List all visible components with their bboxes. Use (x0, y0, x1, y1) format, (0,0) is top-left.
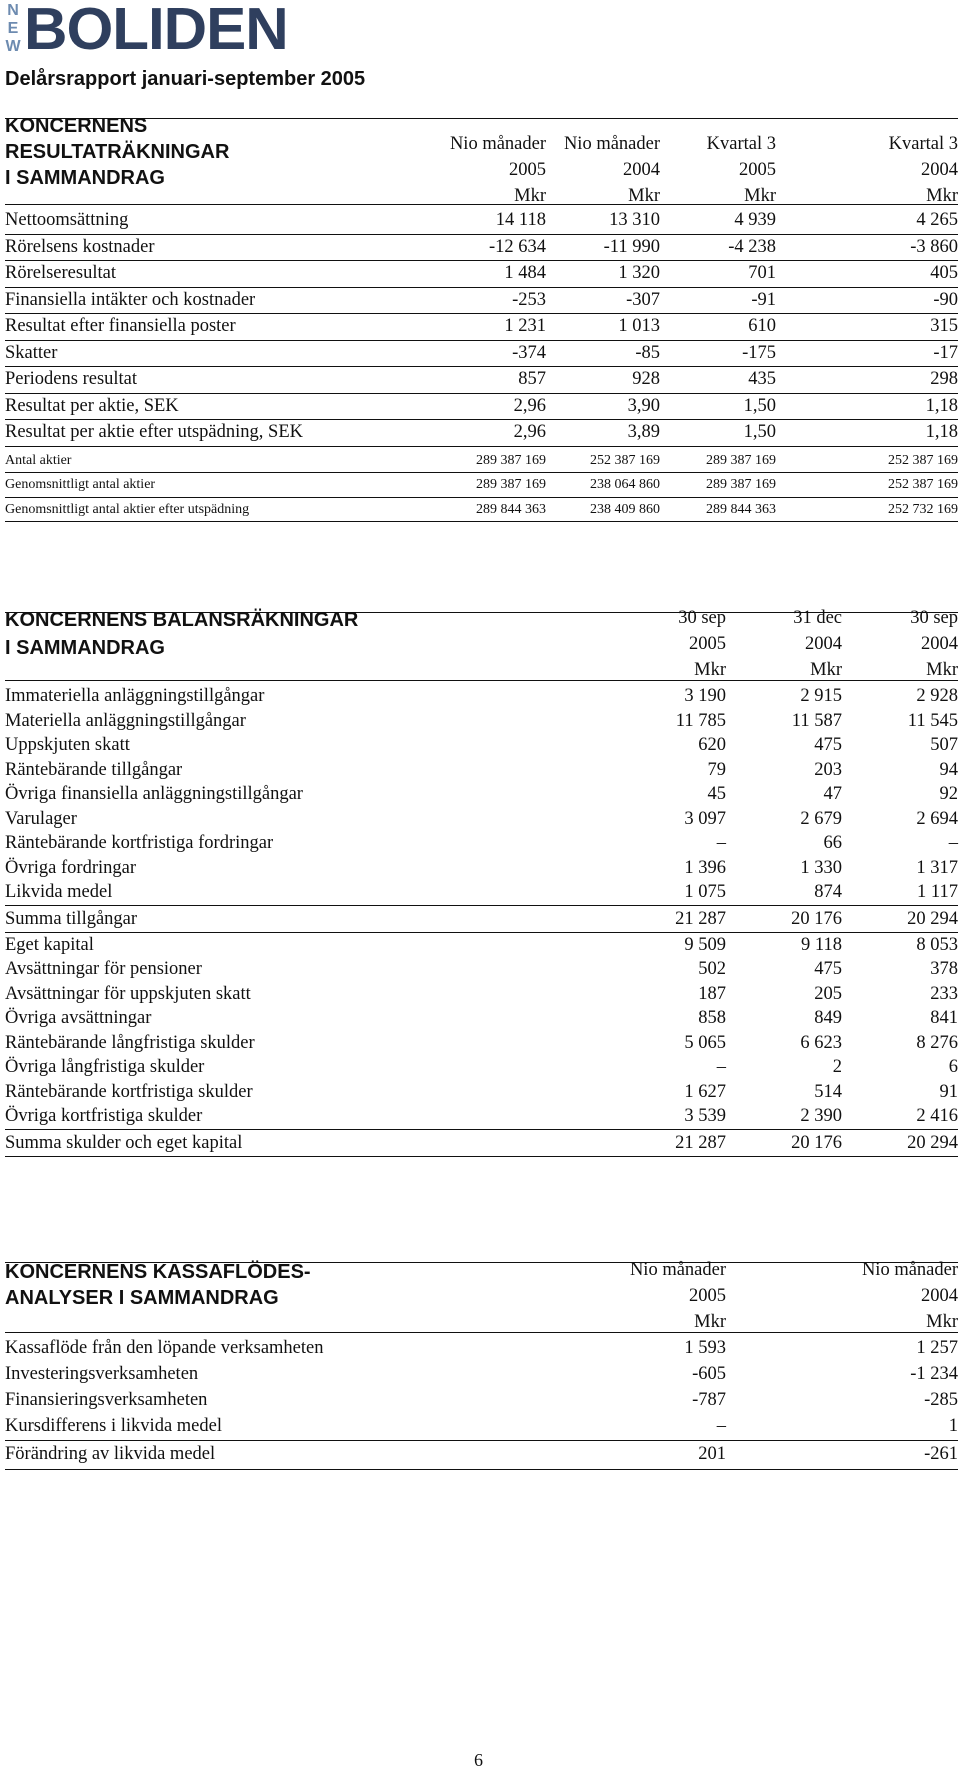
column-header: Nio månader (563, 134, 660, 154)
column-header: Mkr (514, 186, 546, 206)
row-value: 1 117 (917, 882, 958, 902)
row-value: -91 (751, 289, 776, 310)
row-label: Immateriella anläggningstillgångar (5, 686, 265, 706)
row-label: Resultat efter finansiella poster (5, 316, 236, 336)
row-label: Skatter (5, 342, 58, 363)
row-value: 47 (823, 784, 842, 804)
row-value: 315 (930, 316, 958, 336)
row-value: 66 (823, 833, 842, 853)
row-value: 11 587 (791, 710, 842, 731)
row-label: Övriga finansiella anläggningstillgångar (5, 784, 303, 804)
row-value: -90 (933, 289, 958, 310)
row-value: – (948, 833, 958, 853)
row-value: 4 265 (916, 210, 958, 230)
column-header: Mkr (810, 660, 842, 680)
row-value: 238 064 860 (590, 477, 660, 492)
row-value: -12 634 (488, 236, 546, 257)
row-label: Antal aktier (5, 452, 72, 468)
column-header: 2004 (921, 634, 958, 654)
cash-flow-section (5, 1262, 958, 1512)
boliden-logo (4, 0, 288, 62)
row-value: 475 (814, 735, 842, 755)
column-header: Mkr (926, 660, 958, 680)
row-label: Investeringsverksamheten (5, 1364, 199, 1384)
row-value: 502 (698, 959, 726, 979)
row-label: Övriga kortfristiga skulder (5, 1106, 203, 1126)
row-value: 233 (930, 983, 958, 1004)
row-label: Resultat per aktie efter utspädning, SEK (5, 422, 303, 442)
row-value: 3 539 (684, 1106, 726, 1126)
row-label: Finansiella intäkter och kostnader (5, 289, 256, 310)
section-title-line: KONCERNENS KASSAFLÖDES- (5, 1261, 311, 1283)
row-label: Materiella anläggningstillgångar (5, 710, 246, 731)
table-rule (5, 118, 958, 119)
row-value: 6 623 (800, 1032, 842, 1053)
logo-new-letter: E (7, 20, 19, 37)
row-value: 9 509 (684, 934, 726, 955)
table-rule (5, 446, 958, 447)
logo-new-letter: N (7, 2, 19, 19)
row-value: – (716, 1416, 726, 1436)
row-value: 1 317 (916, 857, 958, 878)
row-value: 1 330 (800, 857, 842, 878)
table-rule (5, 1332, 958, 1333)
row-value: 849 (814, 1008, 842, 1028)
row-label: Finansieringsverksamheten (5, 1390, 208, 1410)
row-value: 11 785 (675, 710, 726, 731)
row-value: 2 915 (800, 686, 842, 706)
column-header: 2005 (739, 160, 776, 180)
row-value: 2 679 (800, 808, 842, 829)
row-label: Räntebärande tillgångar (5, 759, 183, 780)
row-value: 858 (698, 1008, 726, 1028)
section-title-line: KONCERNENS BALANSRÄKNINGAR (5, 609, 359, 631)
row-value: 20 176 (791, 1132, 842, 1153)
row-value: 3 190 (684, 686, 726, 706)
table-rule (5, 521, 958, 522)
row-label: Eget kapital (5, 934, 94, 955)
row-value: 378 (930, 959, 958, 979)
row-value: 1 013 (618, 316, 660, 336)
row-value: 8 053 (916, 934, 958, 955)
row-value: -605 (692, 1364, 726, 1384)
page-number: 6 (474, 1750, 483, 1770)
row-value: -175 (742, 342, 776, 363)
row-label: Summa tillgångar (5, 908, 138, 929)
column-header: Mkr (628, 186, 660, 206)
row-value: 205 (814, 983, 842, 1004)
balance-sheet-section (5, 608, 958, 1257)
table-rule (5, 1129, 958, 1130)
section-title-line: I SAMMANDRAG (5, 637, 165, 659)
row-value: 8 276 (916, 1032, 958, 1053)
row-value: 11 545 (907, 710, 958, 731)
column-header: Mkr (926, 1312, 958, 1332)
row-value: 1 396 (684, 857, 726, 878)
column-header: Nio månader (629, 1260, 726, 1280)
row-value: 620 (698, 735, 726, 755)
row-label: Likvida medel (5, 882, 113, 902)
row-value: 2 (832, 1057, 842, 1077)
row-value: 1,50 (743, 422, 776, 442)
row-value: 1 627 (684, 1081, 726, 1102)
row-value: – (716, 833, 726, 853)
row-value: -374 (512, 342, 546, 363)
column-header: 31 dec (793, 608, 842, 628)
row-value: 701 (748, 263, 776, 283)
row-label: Räntebärande långfristiga skulder (5, 1032, 255, 1053)
row-value: 4 939 (734, 210, 776, 230)
row-value: 238 409 860 (590, 501, 660, 517)
logo-new-letter: W (5, 38, 21, 55)
row-label: Genomsnittligt antal aktier (5, 477, 156, 492)
row-value: 1 484 (504, 263, 546, 283)
row-label: Avsättningar för pensioner (5, 959, 202, 979)
column-header: 2004 (921, 1286, 958, 1306)
row-value: -3 860 (910, 236, 958, 257)
row-value: 289 387 169 (706, 477, 776, 492)
row-label: Rörelsens kostnader (5, 236, 155, 257)
row-value: 1,50 (743, 395, 776, 416)
column-header: 2004 (921, 160, 958, 180)
column-header: 30 sep (910, 608, 958, 628)
row-label: Periodens resultat (5, 369, 138, 389)
column-header: Mkr (694, 660, 726, 680)
row-value: 9 118 (801, 934, 842, 955)
row-value: 928 (632, 369, 660, 389)
row-value: 252 387 169 (590, 452, 660, 468)
logo-brand-text: BOLIDEN (24, 0, 288, 62)
row-value: 298 (930, 369, 958, 389)
row-value: 3,89 (627, 422, 660, 442)
row-value: 2 694 (916, 808, 958, 829)
row-value: -1 234 (910, 1364, 958, 1384)
row-label: Resultat per aktie, SEK (5, 395, 179, 416)
column-header: Kvartal 3 (706, 134, 776, 154)
section-title-line: KONCERNENS (5, 115, 148, 137)
report-title: Delårsrapport januari-september 2005 (5, 68, 366, 90)
row-value: 1 231 (504, 316, 546, 336)
row-value: 2 928 (916, 686, 958, 706)
column-header: 2005 (689, 1286, 726, 1306)
row-value: 2 416 (916, 1106, 958, 1126)
row-value: 252 387 169 (888, 477, 958, 492)
row-value: 1 257 (916, 1338, 958, 1358)
row-value: 1 075 (684, 882, 726, 902)
row-value: 1 (948, 1416, 958, 1436)
row-value: 1,18 (925, 422, 958, 442)
column-header: 2004 (623, 160, 660, 180)
row-value: 13 310 (609, 210, 660, 230)
row-value: 841 (930, 1008, 958, 1028)
row-label: Förändring av likvida medel (5, 1444, 216, 1464)
row-value: 2,96 (513, 422, 546, 442)
row-value: -11 990 (603, 236, 660, 257)
row-value: 2 390 (800, 1106, 842, 1126)
row-value: 79 (707, 759, 726, 780)
row-value: 187 (698, 983, 726, 1004)
row-value: -307 (626, 289, 660, 310)
row-value: 289 844 363 (476, 501, 546, 517)
row-value: 91 (939, 1081, 958, 1102)
section-title-line: RESULTATRÄKNINGAR (5, 141, 230, 163)
row-label: Övriga fordringar (5, 857, 136, 878)
column-header: 30 sep (678, 608, 726, 628)
row-value: 2,96 (513, 395, 546, 416)
row-value: -285 (924, 1390, 958, 1410)
row-value: 475 (814, 959, 842, 979)
row-value: 3,90 (627, 395, 660, 416)
section-title-line: I SAMMANDRAG (5, 167, 165, 189)
row-value: 289 387 169 (476, 452, 546, 468)
row-value: -4 238 (728, 236, 776, 257)
row-value: 514 (814, 1081, 842, 1102)
row-value: -261 (924, 1444, 958, 1464)
row-value: -85 (635, 342, 660, 363)
row-value: 289 387 169 (476, 477, 546, 492)
row-value: 20 294 (907, 908, 958, 929)
column-header: Mkr (694, 1312, 726, 1332)
row-value: 610 (748, 316, 776, 336)
row-value: 6 (948, 1057, 958, 1077)
row-label: Räntebärande kortfristiga skulder (5, 1081, 253, 1102)
row-value: 5 065 (684, 1032, 726, 1053)
row-value: 252 732 169 (888, 501, 958, 517)
row-value: 201 (698, 1444, 726, 1464)
row-value: – (716, 1057, 726, 1077)
row-value: -787 (692, 1390, 726, 1410)
row-label: Rörelseresultat (5, 263, 116, 283)
column-header: 2005 (509, 160, 546, 180)
row-value: 45 (707, 784, 726, 804)
row-label: Uppskjuten skatt (5, 735, 130, 755)
row-value: 14 118 (495, 210, 546, 230)
row-value: 252 387 169 (888, 452, 958, 468)
table-rule (5, 204, 958, 205)
row-label: Varulager (5, 808, 77, 829)
row-value: 20 294 (907, 1132, 958, 1153)
row-value: 435 (748, 369, 776, 389)
row-value: 203 (814, 759, 842, 780)
row-label: Summa skulder och eget kapital (5, 1132, 243, 1153)
row-value: 20 176 (791, 908, 842, 929)
row-value: 857 (518, 369, 546, 389)
row-value: 507 (930, 735, 958, 755)
row-label: Genomsnittligt antal aktier efter utspädning (5, 501, 250, 517)
row-value: 3 097 (684, 808, 726, 829)
row-value: 289 844 363 (706, 501, 776, 517)
row-value: 21 287 (675, 1132, 726, 1153)
row-value: 1 320 (618, 263, 660, 283)
row-value: 405 (930, 263, 958, 283)
row-label: Avsättningar för uppskjuten skatt (5, 983, 251, 1004)
table-rule (5, 1156, 958, 1157)
row-value: -253 (512, 289, 546, 310)
column-header: 2004 (805, 634, 842, 654)
table-rule (5, 1469, 958, 1470)
column-header: Nio månader (861, 1260, 958, 1280)
column-header: Nio månader (449, 134, 546, 154)
income-statement-section (5, 115, 958, 583)
row-value: 874 (814, 882, 842, 902)
row-value: 1 593 (684, 1338, 726, 1358)
row-value: -17 (933, 342, 958, 363)
row-value: 92 (939, 784, 958, 804)
row-value: 94 (939, 759, 958, 780)
row-label: Kassaflöde från den löpande verksamheten (5, 1338, 324, 1358)
table-rule (5, 680, 958, 681)
row-label: Kursdifferens i likvida medel (5, 1416, 222, 1436)
row-label: Räntebärande kortfristiga fordringar (5, 833, 274, 853)
row-label: Övriga avsättningar (5, 1008, 152, 1028)
section-title-line: ANALYSER I SAMMANDRAG (5, 1287, 279, 1309)
table-rule (5, 905, 958, 906)
column-header: 2005 (689, 634, 726, 654)
row-value: 21 287 (675, 908, 726, 929)
row-label: Nettoomsättning (5, 210, 129, 230)
row-value: 289 387 169 (706, 452, 776, 468)
column-header: Mkr (926, 186, 958, 206)
column-header: Mkr (744, 186, 776, 206)
table-rule (5, 1440, 958, 1441)
logo-new-letters (4, 3, 22, 55)
row-value: 1,18 (925, 395, 958, 416)
column-header: Kvartal 3 (888, 134, 958, 154)
row-label: Övriga långfristiga skulder (5, 1057, 205, 1077)
